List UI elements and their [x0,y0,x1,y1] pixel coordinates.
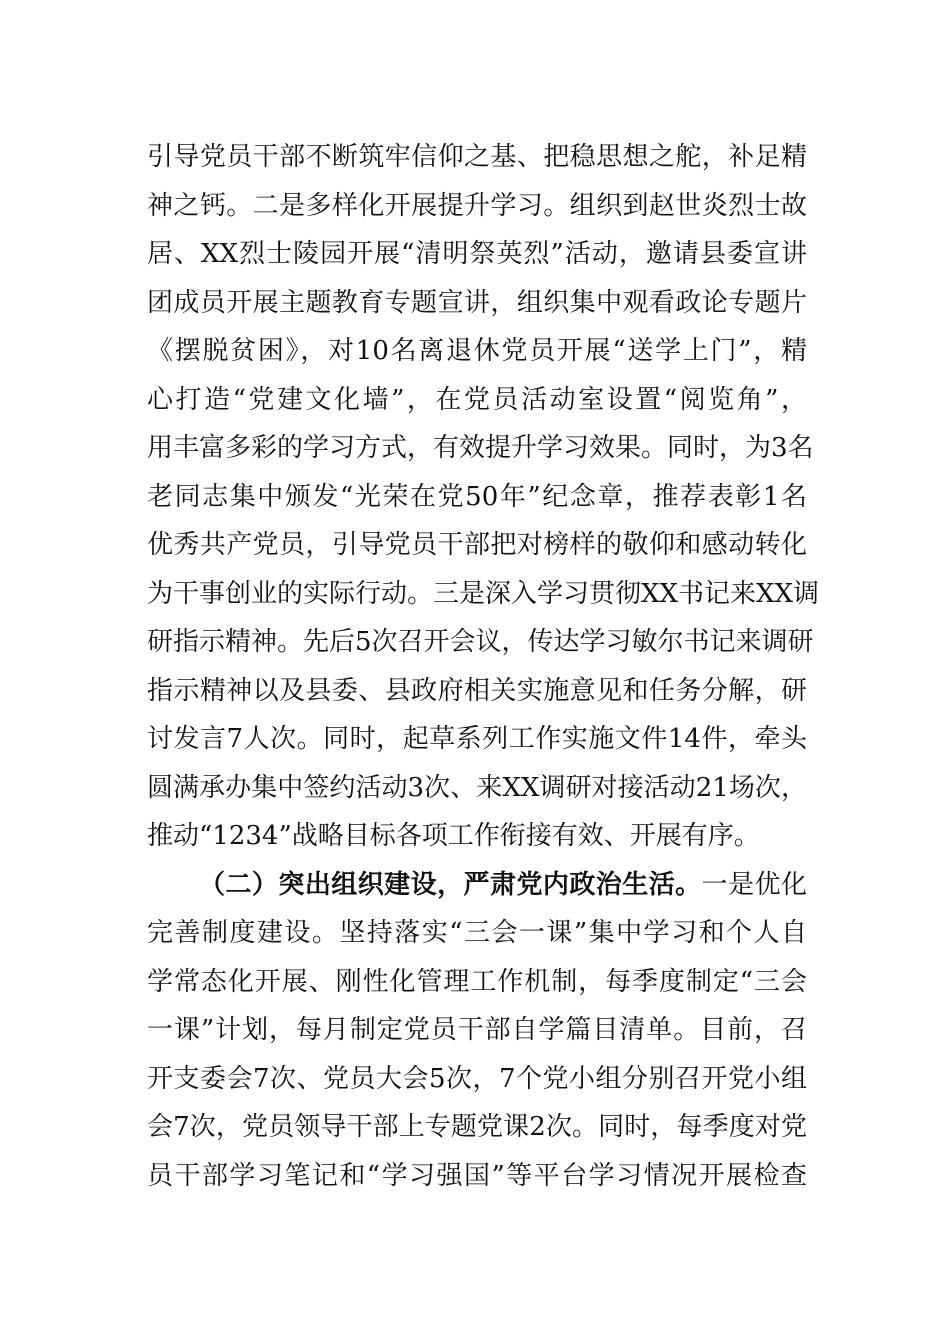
text-line: 用丰富多彩的学习方式，有效提升学习效果。同时，为3名 [147,433,814,463]
text-line: 一课”计划，每月制定党员干部自学篇目清单。目前，召 [147,1015,807,1045]
text-line: 开支委会7次、党员大会5次，7个党小组分别召开党小组 [147,1063,807,1094]
text-line: 完善制度建设。坚持落实“三会一课”集中学习和个人自 [147,918,807,948]
text-line: 圆满承办集中签约活动3次、来XX调研对接活动21场次， [147,772,807,803]
text-line: 优秀共产党员，引导党员干部把对榜样的敬仰和感动转化 [147,530,807,560]
section-heading-line [147,861,807,910]
heading-line-rest: 一是优化 [701,869,807,900]
text-line: 指示精神以及县委、县政府相关实施意见和任务分解，研 [147,675,807,706]
section-heading: （二）突出组织建设，严肃党内政治生活。 [199,869,702,900]
text-line: 神之钙。二是多样化开展提升学习。组织到赵世炎烈士故 [147,190,807,221]
text-line: 《摆脱贫困》，对10名离退休党员开展“送学上门”，精 [147,336,807,366]
text-line: 会7次，党员领导干部上专题党课2次。同时，每季度对党 [147,1112,807,1142]
text-line: 为干事创业的实际行动。三是深入学习贯彻XX书记来XX调 [147,578,820,609]
text-line: 引导党员干部不断筑牢信仰之基、把稳思想之舵，补足精 [147,142,807,172]
text-line: 老同志集中颁发“光荣在党50年”纪念章，推荐表彰1名 [147,481,807,512]
body-text [147,133,820,1200]
text-line: 讨发言7人次。同时，起草系列工作实施文件14件，牵头 [147,724,807,754]
text-line: 学常态化开展、刚性化管理工作机制，每季度制定“三会 [147,966,807,997]
text-line: 团成员开展主题教育专题宣讲，组织集中观看政论专题片 [147,287,807,318]
text-line: 研指示精神。先后5次召开会议，传达学习敏尔书记来调研 [147,627,814,657]
text-line: 居、XX烈士陵园开展“清明祭英烈”活动，邀请县委宣讲 [147,239,807,269]
text-line: 推动“1234”战略目标各项工作衔接有效、开展有序。 [147,821,760,851]
text-line: 员干部学习笔记和“学习强国”等平台学习情况开展检查 [147,1160,807,1191]
text-line: 心打造“党建文化墙”，在党员活动室设置“阅览角”， [147,384,807,415]
